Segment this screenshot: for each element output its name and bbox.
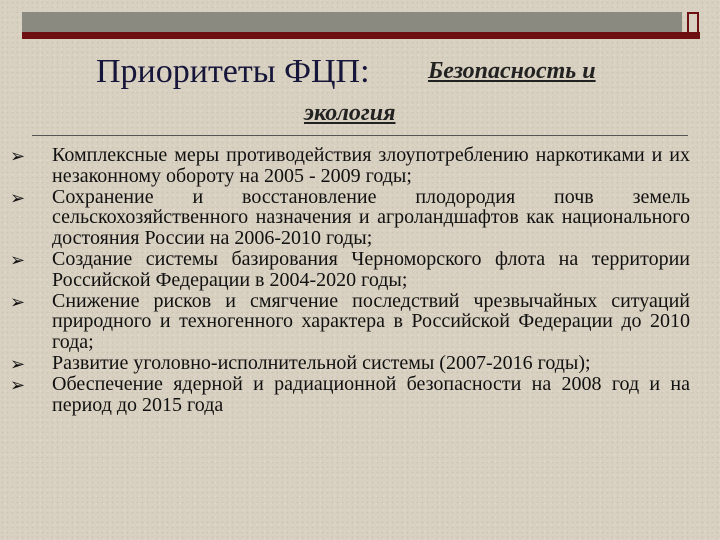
slide-title: Приоритеты ФЦП:	[96, 53, 370, 90]
bullet-text: Снижение рисков и смягчение последствий чрезвычайных ситуаций природного и техногенного характера в Российской Федерации до 2010 года;	[52, 289, 690, 354]
bullet-item	[10, 374, 690, 416]
header-accent-line	[22, 32, 700, 39]
arrow-bullet-icon: ➢	[10, 187, 26, 209]
bullet-item	[10, 145, 690, 187]
bullet-item	[10, 291, 690, 353]
arrow-bullet-icon: ➢	[10, 374, 26, 396]
slide-title-subject-line2: экология	[304, 100, 396, 126]
bullet-item	[10, 187, 690, 249]
arrow-bullet-icon: ➢	[10, 146, 26, 167]
arrow-bullet-icon: ➢	[10, 249, 26, 271]
arrow-bullet-icon: ➢	[10, 291, 26, 313]
slide-title-subject: Безопасность и	[428, 58, 596, 84]
bullet-text: Обеспечение ядерной и радиационной безопасности на 2008 год и на период до 2015 года	[52, 372, 690, 416]
arrow-bullet-icon: ➢	[10, 353, 26, 375]
bullet-list	[10, 145, 690, 415]
bullet-text: Сохранение и восстановление плодородия почв земель сельскохозяйственного назначения и агроландшафтов как национального достояния России на 2006-2010 годы;	[52, 185, 690, 250]
bullet-item	[10, 353, 690, 374]
bullet-text: Развитие уголовно-исполнительной системы (2007-2016 годы);	[52, 351, 591, 374]
header-bar	[22, 12, 682, 34]
title-divider	[32, 135, 688, 136]
header-corner-box	[687, 12, 699, 34]
bullet-item	[10, 249, 690, 291]
bullet-text: Создание системы базирования Черноморского флота на территории Российской Федерации в 2004-2020 годы;	[52, 247, 690, 291]
bullet-text: Комплексные меры противодействия злоупотреблению наркотиками и их незаконному обороту на 2005 - 2009 годы;	[52, 144, 690, 187]
